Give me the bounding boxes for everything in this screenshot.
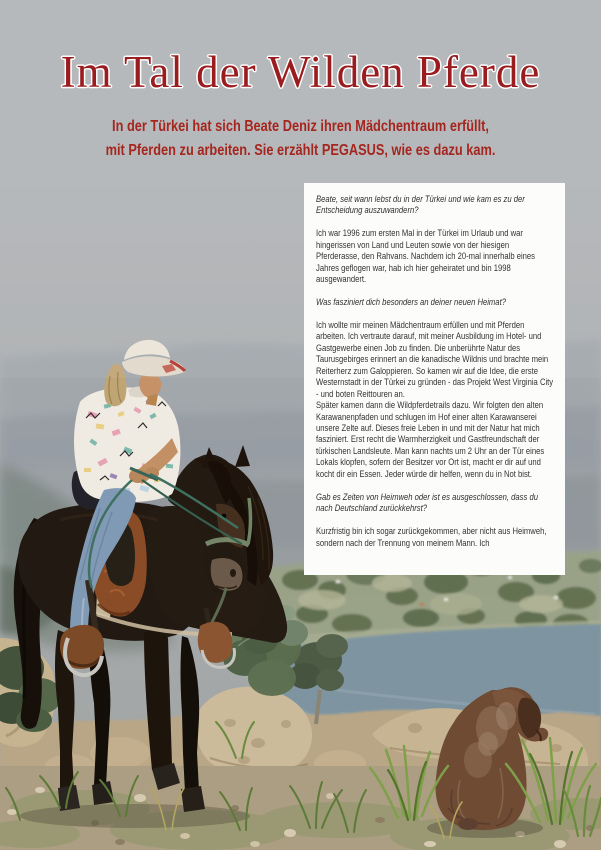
interview-answer-2a: Ich wollte mir meinen Mädchentraum erfüllen und mit Pferden arbeiten. Ich vertraute darauf, mit meiner Ausbildung im Hotel- und Gastgewerbe einen Job zu finden. Die unberührte Natur des Taurusgebirges erinnert an die kanadische Wildnis und brachte mein Reiterherz zum Galoppieren. So kamen wir auf die Idee, die erste Westernstadt in der Türkei zu gründen - das Projekt West Virginia City - und boten Reittouren an. [316, 319, 554, 399]
interview-answer-3: Kurzfristig bin ich sogar zurückgekommen, aber nicht aus Heimweh, sondern nach der Trennung von meinem Mann. Ich [316, 526, 547, 548]
page-title: Im Tal der Wilden Pferde [60, 47, 541, 97]
page-subtitle [60, 115, 541, 163]
interview-question-2: Was fasziniert dich besonders an deiner neuen Heimat? [316, 297, 506, 308]
interview-answer-2b: Später kamen dann die Wildpferdetrails dazu. Wir folgten den alten Karawanenpfaden und schlugen im Hof einer alten Karawanserei unsere Zelte auf. Dieses freie Leben in und mit der Natur hat mich fasziniert. Erst recht die Warmherzigkeit und Gastfreundschaft der türkischen Landsleute. Man kann nachts um 2 Uhr an der Tür eines Lokals klopfen, sofern der Besitzer vor Ort ist, macht er dir auf und kocht dir ein Essen. Jeder würde dir helfen, wenn du in Not bist. [316, 400, 545, 479]
subtitle-line-2: mit Pferden zu arbeiten. Sie erzählt PEGASUS, wie es dazu kam. [105, 142, 496, 159]
interview-text [316, 194, 554, 549]
interview-question-1: Beate, seit wann lebst du in der Türkei und wie kam es zu der Entscheidung auszuwandern? [316, 194, 525, 216]
interview-text-box [304, 183, 565, 575]
interview-question-3: Gab es Zeiten von Heimweh oder ist es ausgeschlossen, dass du nach Deutschland zurückkehrst? [316, 491, 538, 514]
subtitle-line-1: In der Türkei hat sich Beate Deniz ihren Mädchentraum erfüllt, [112, 118, 489, 135]
horse-shadow [20, 804, 250, 828]
interview-answer-1: Ich war 1996 zum ersten Mal in der Türkei im Urlaub und war hingerissen von Land und Leuten sowie von der hiesigen Pferderasse, den Rahvans. Nachdem ich 20-mal innerhalb eines Jahres geflogen war, hab ich hier geheiratet und bin 1998 ausgewandert. [316, 228, 536, 285]
